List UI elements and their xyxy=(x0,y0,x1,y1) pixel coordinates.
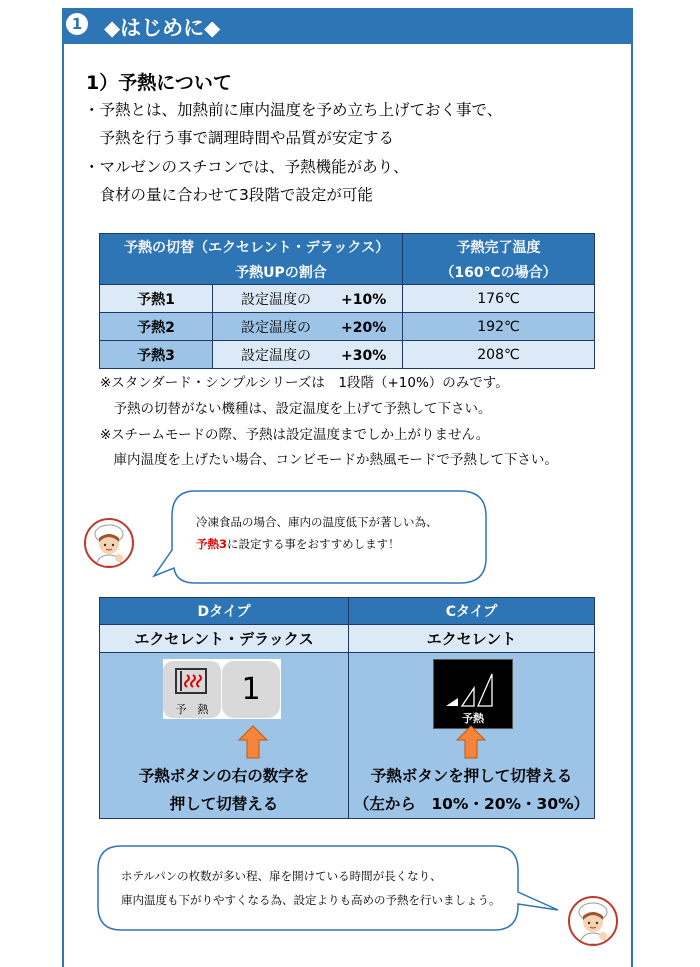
d-caption-line1: 予熱ボタンの右の数字を xyxy=(138,767,310,785)
preheat-icon-label: 予 熱 xyxy=(175,703,209,716)
preheat-temp: 176℃ xyxy=(403,285,595,313)
preheat-temp-header-line2: （160℃の場合） xyxy=(403,259,595,285)
bullet-line: ・予熱とは、加熱前に庫内温度を予め立ち上げておく事で、 xyxy=(84,101,503,119)
d-type-panel xyxy=(100,653,349,819)
bubble2-line1: ホテルパンの枚数が多い程、扉を開けている時間が長くなり、 xyxy=(121,869,442,883)
c-control-image xyxy=(433,659,513,729)
bullet-line: ・マルゼンのスチコンでは、予熱機能があり、 xyxy=(84,158,409,176)
preheat-temp: 208℃ xyxy=(403,341,595,369)
table-row xyxy=(100,285,595,313)
c-type-header: Cタイプ xyxy=(349,598,595,625)
section-header-title: ◆はじめに◆ xyxy=(104,16,221,40)
chef-avatar-icon xyxy=(568,896,618,946)
preheat-button-d xyxy=(163,661,221,718)
d-control-image xyxy=(163,659,281,719)
section-header xyxy=(62,8,633,44)
subsection-title: 1）予熱について xyxy=(86,72,232,94)
arrow-up-icon xyxy=(238,725,268,759)
d-type-models: エクセレント・デラックス xyxy=(100,625,349,653)
preheat-setting: 設定温度の +30% xyxy=(213,341,403,369)
note-line: 予熱の切替がない機種は、設定温度を上げて予熱して下さい。 xyxy=(100,401,492,417)
preheat-setting: 設定温度の +10% xyxy=(213,285,403,313)
section-number: 1 xyxy=(66,13,88,35)
preheat-level: 予熱2 xyxy=(100,313,213,341)
preheat-setting: 設定温度の +20% xyxy=(213,313,403,341)
bubble1-line2: 予熱3に設定する事をおすすめします！ xyxy=(196,537,400,551)
preheat-temp: 192℃ xyxy=(403,313,595,341)
preheat-level-icon xyxy=(444,668,502,708)
preheat-icon xyxy=(173,667,211,697)
bullet-line: 予熱を行う事で調理時間や品質が安定する xyxy=(84,129,395,147)
preheat-level: 予熱3 xyxy=(100,341,213,369)
note-line: 庫内温度を上げたい場合、コンビモードか熱風モードで予熱して下さい。 xyxy=(100,452,558,468)
bubble1-highlight: 予熱3 xyxy=(196,537,228,551)
chef-avatar-icon xyxy=(84,518,134,568)
preheat-header-line1: 予熱の切替（エクセレント・デラックス） xyxy=(100,234,403,260)
preheat-temp-header-line1: 予熱完了温度 xyxy=(403,234,595,260)
c-type-panel xyxy=(349,653,595,819)
preheat-table xyxy=(99,233,595,369)
c-caption-line2: （左から 10%・20%・30%） xyxy=(353,795,590,813)
bubble1-line1: 冷凍食品の場合、庫内の温度低下が著しい為、 xyxy=(196,515,438,529)
preheat-level: 予熱1 xyxy=(100,285,213,313)
note-line: ※スタンダード・シンプルシリーズは 1段階（+10%）のみです。 xyxy=(100,375,509,391)
bullet-line: 食材の量に合わせて3段階で設定が可能 xyxy=(84,186,373,204)
preheat-number-button: 1 xyxy=(222,661,280,718)
preheat-header-line2: 予熱UPの割合 xyxy=(100,259,403,285)
c-caption-line1: 予熱ボタンを押して切替える xyxy=(370,767,573,785)
c-type-models: エクセレント xyxy=(349,625,595,653)
d-caption-line2: 押して切替える xyxy=(169,795,279,813)
c-preheat-label: 予熱 xyxy=(462,712,484,725)
table-row xyxy=(100,313,595,341)
speech-bubble-2 xyxy=(96,844,566,934)
bubble2-line2: 庫内温度も下がりやすくなる為、設定よりも高めの予熱を行いましょう。 xyxy=(121,893,501,907)
d-type-header: Dタイプ xyxy=(100,598,349,625)
arrow-up-icon xyxy=(456,725,486,759)
type-table xyxy=(99,597,595,819)
note-line: ※スチームモードの際、予熱は設定温度までしか上がりません。 xyxy=(100,427,490,443)
table-row xyxy=(100,341,595,369)
